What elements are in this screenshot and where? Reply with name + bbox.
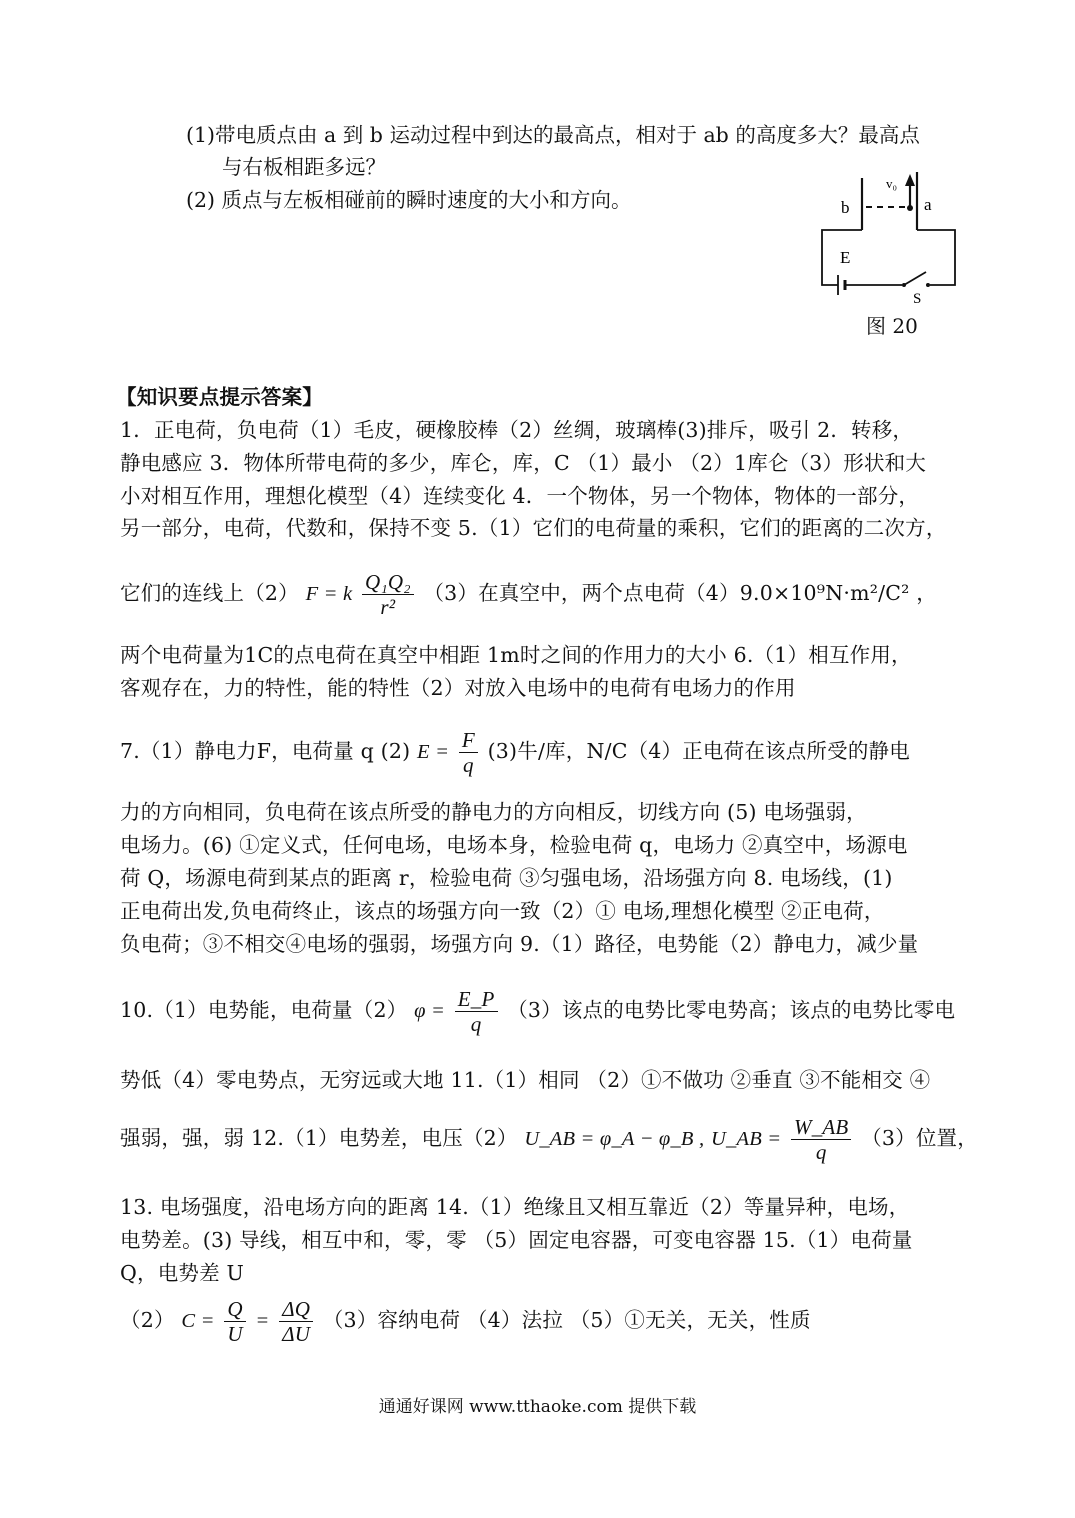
answer-line-9: 力的方向相同，负电荷在该点所受的静电力的方向相反，切线方向 (5) 电场强弱，: [120, 800, 867, 824]
answer-line-16: [120, 1111, 978, 1166]
voltage-numerator: W_AB: [794, 1115, 849, 1139]
answer-line-15: 势低（4）零电势点，无穷远或大地 11.（1）相同 （2）①不做功 ②垂直 ③不能相交 ④: [120, 1068, 931, 1092]
voltage-denominator: q: [791, 1139, 851, 1164]
question-1-line-2: 与右板相距多远？: [222, 155, 386, 179]
label-E: E: [840, 248, 851, 267]
answer-line-19: Q，电势差 U: [120, 1261, 244, 1285]
answer-line-13: 负电荷；③不相交④电场的强弱，场强方向 9.（1）路径，电势能（2）静电力，减少量: [120, 932, 919, 956]
answer-line-1: 1．正电荷，负电荷（1）毛皮，硬橡胶棒（2）丝绸，玻璃棒(3)排斥，吸引 2．转移，: [120, 418, 914, 442]
answer-line-17: 13. 电场强度，沿电场方向的距离 14.（1）绝缘且又相互靠近（2）等量异种，电场，: [120, 1195, 910, 1219]
answer-line-11: 荷 Q，场源电荷到某点的距离 r，检验电荷 ③匀强电场，沿场强方向 8. 电场线，(1): [120, 866, 893, 890]
wire-right: [917, 230, 955, 285]
answer-line-12: 正电荷出发,负电荷终止，该点的场强方向一致（2）① 电场,理想化模型 ②正电荷，: [120, 899, 885, 923]
voltage-formula-1: U_AB = φ_A − φ_B ,: [524, 1128, 705, 1150]
answer-line-6: 两个电荷量为1C的点电荷在真空中相距 1m时之间的作用力的大小 6.（1）相互作用，: [120, 643, 912, 667]
label-v0: v₀: [886, 176, 898, 191]
field-lhs: E =: [417, 741, 450, 763]
voltage-fraction: [791, 1115, 851, 1164]
figure-caption: 图 20: [866, 314, 918, 338]
capacitance-fraction-2: [279, 1297, 313, 1346]
capacitance-fraction-1: [224, 1297, 245, 1346]
field-denominator: q: [459, 752, 478, 777]
capacitance-equals: =: [255, 1310, 270, 1332]
particle-dot: [907, 205, 913, 211]
field-fraction: [459, 728, 478, 777]
answer-line-14: [120, 983, 960, 1038]
capacitance-denominator-1: U: [224, 1321, 245, 1346]
answer-line-20: [120, 1293, 960, 1348]
answer-line-7: 客观存在，力的特性，能的特性（2）对放入电场中的电荷有电场力的作用: [120, 676, 796, 700]
field-numerator: F: [461, 728, 475, 752]
label-b: b: [841, 198, 850, 217]
capacitance-lhs: C =: [181, 1310, 215, 1332]
answer-line-20-text-b: （3）容纳电荷 （4）法拉 （5）①无关，无关，性质: [322, 1308, 811, 1332]
label-S: S: [913, 291, 922, 307]
answer-line-2: 静电感应 3．物体所带电荷的多少，库仑，库，C （1）最小 （2）1库仑（3）形状和大: [120, 451, 927, 475]
potential-fraction: [455, 987, 498, 1036]
voltage-lhs: U_AB =: [711, 1128, 782, 1150]
answer-line-8: [120, 724, 960, 779]
switch-lever: [904, 272, 926, 285]
answer-line-5-text-b: （3）在真空中，两个点电荷（4）9.0×10⁹N·m²/C² ，: [423, 581, 937, 605]
coulomb-denominator: r²: [362, 594, 414, 619]
answer-line-14-text-a: 10.（1）电势能，电荷量（2）: [120, 998, 408, 1022]
answer-line-3: 小对相互作用，理想化模型（4）连续变化 4．一个物体，另一个物体，物体的一部分，: [120, 484, 920, 508]
question-1-line-1: (1)带电质点由 a 到 b 运动过程中到达的最高点，相对于 ab 的高度多大？最高点: [186, 123, 920, 147]
potential-numerator: E_P: [457, 987, 495, 1011]
question-2: (2) 质点与左板相碰前的瞬时速度的大小和方向。: [186, 188, 632, 212]
answer-line-5: [120, 566, 960, 621]
capacitance-denominator-2: ΔU: [279, 1321, 313, 1346]
answer-line-8-text-b: (3)牛/库，N/C（4）正电荷在该点所受的静电: [487, 739, 910, 763]
label-a: a: [924, 195, 932, 214]
answer-line-10: 电场力。(6) ①定义式，任何电场，电场本身，检验电荷 q，电场力 ②真空中，场源电: [120, 833, 908, 857]
answer-line-8-text-a: 7.（1）静电力F，电荷量 q (2): [120, 739, 411, 763]
section-heading: 【知识要点提示答案】: [116, 385, 323, 409]
answer-line-18: 电势差。(3) 导线，相互中和，零，零 （5）固定电容器，可变电容器 15.（1）电荷量: [120, 1228, 913, 1252]
answer-line-4: 另一部分，电荷，代数和，保持不变 5.（1）它们的电荷量的乘积，它们的距离的二次方，: [120, 516, 947, 540]
potential-denominator: q: [455, 1011, 498, 1036]
capacitance-numerator-2: ΔQ: [282, 1297, 311, 1321]
answer-line-5-text-a: 它们的连线上（2）: [120, 581, 299, 605]
page-footer: 通通好课网 www.tthaoke.com 提供下载: [378, 1397, 697, 1417]
answer-line-20-text-a: （2）: [120, 1308, 175, 1332]
answer-line-16-text-b: （3）位置，: [861, 1126, 978, 1150]
switch-contact-2: [926, 283, 930, 287]
coulomb-lhs: F = k: [305, 583, 353, 605]
coulomb-fraction: [362, 570, 414, 619]
arrow-head: [905, 174, 915, 186]
capacitance-numerator-1: Q: [227, 1297, 243, 1321]
potential-lhs: φ =: [414, 1000, 446, 1022]
answer-line-16-text-a: 强弱，强，弱 12.（1）电势差，电压（2）: [120, 1126, 518, 1150]
circuit-diagram: [810, 160, 970, 310]
answer-line-14-text-b: （3）该点的电势比零电势高；该点的电势比零电: [507, 998, 956, 1022]
coulomb-numerator: Q₁Q₂: [365, 570, 411, 594]
